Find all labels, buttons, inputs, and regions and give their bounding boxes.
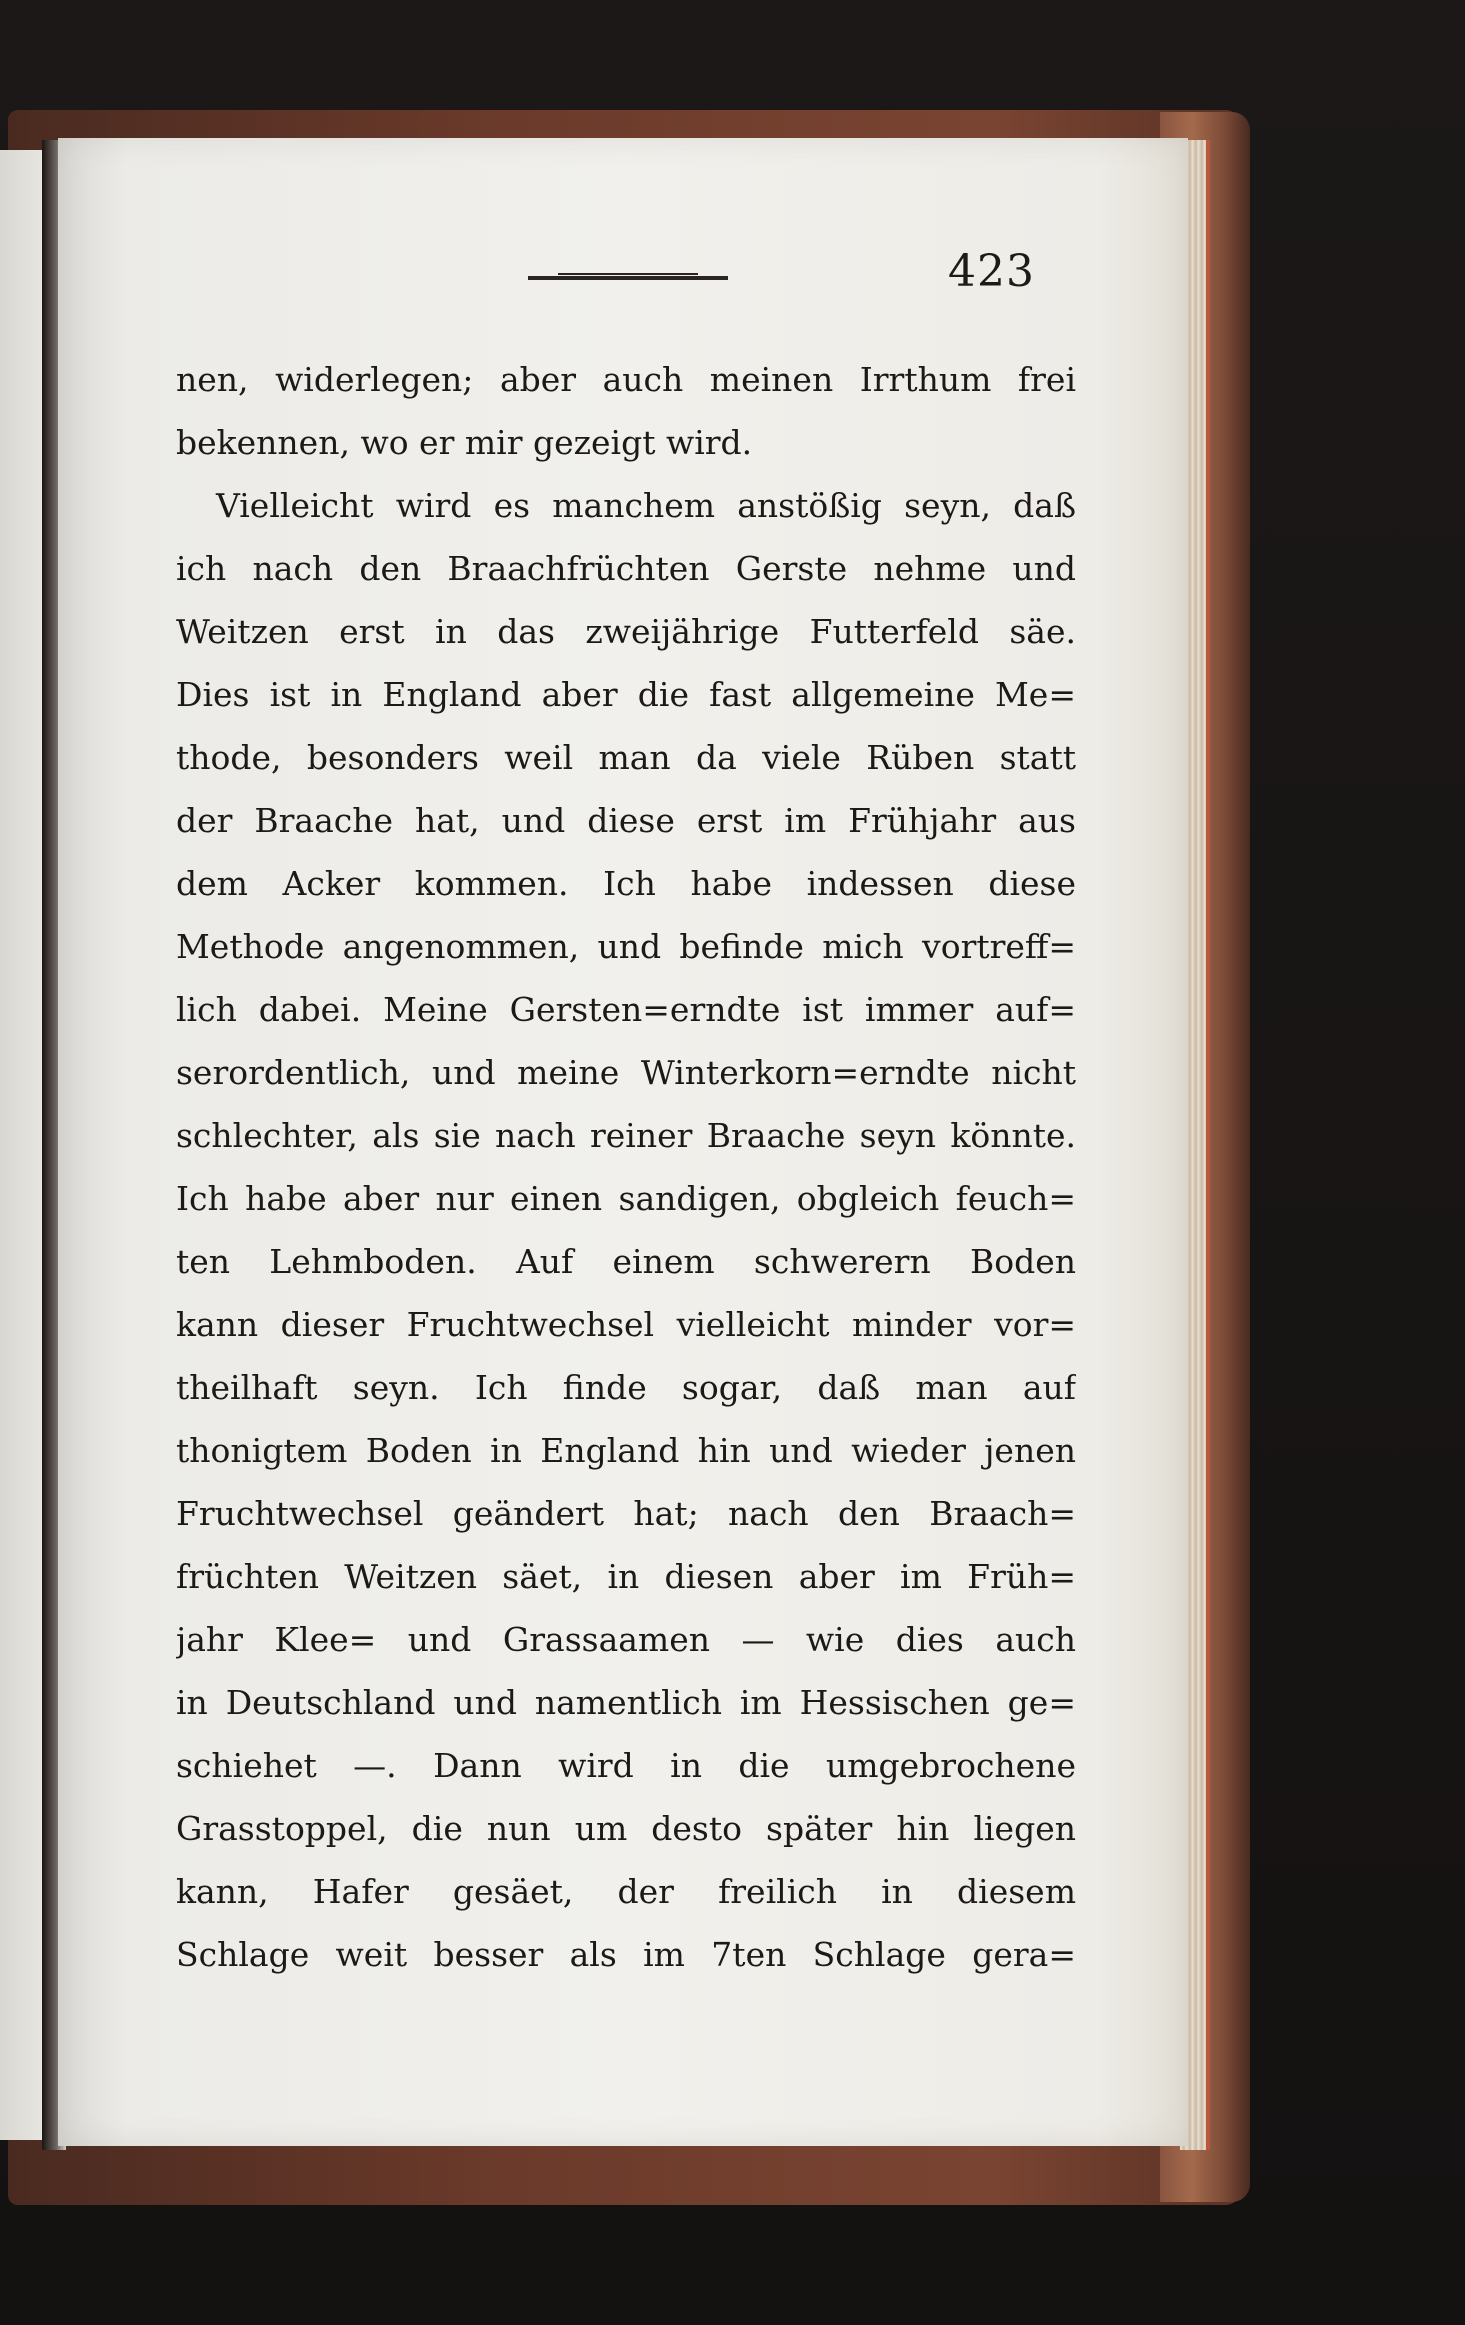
text-line: kann, Hafer gesäet, der freilich in diesem — [176, 1872, 1076, 1911]
text-line: kann dieser Fruchtwechsel vielleicht minder vor= — [176, 1305, 1076, 1344]
text-line: der Braache hat, und diese erst im Frühjahr aus — [176, 801, 1076, 840]
text-line: jahr Klee= und Grassaamen — wie dies auch — [176, 1620, 1076, 1659]
facing-page — [0, 150, 45, 2140]
text-line: Vielleicht wird es manchem anstößig seyn, daß — [216, 486, 1076, 525]
text-line: Methode angenommen, und befinde mich vortreff= — [176, 927, 1076, 966]
book-page — [58, 138, 1188, 2146]
text-line: schiehet —. Dann wird in die umgebrochene — [176, 1746, 1076, 1785]
text-line: thode, besonders weil man da viele Rüben statt — [176, 738, 1076, 777]
text-line: thonigtem Boden in England hin und wieder jenen — [176, 1431, 1076, 1470]
text-line: Grasstoppel, die nun um desto später hin liegen — [176, 1809, 1076, 1848]
text-line: dem Acker kommen. Ich habe indessen diese — [176, 864, 1076, 903]
text-line: theilhaft seyn. Ich finde sogar, daß man auf — [176, 1368, 1076, 1407]
text-line: Weitzen erst in das zweijährige Futterfeld säe. — [176, 612, 1076, 651]
text-line: Fruchtwechsel geändert hat; nach den Braach= — [176, 1494, 1076, 1533]
text-line: in Deutschland und namentlich im Hessischen ge= — [176, 1683, 1076, 1722]
text-line: lich dabei. Meine Gersten=erndte ist immer auf= — [176, 990, 1076, 1029]
text-line: Dies ist in England aber die fast allgemeine Me= — [176, 675, 1076, 714]
text-line: ich nach den Braachfrüchten Gerste nehme und — [176, 549, 1076, 588]
page-number: 423 — [948, 246, 1035, 297]
body-text — [176, 348, 1076, 1986]
text-line: früchten Weitzen säet, in diesen aber im Früh= — [176, 1557, 1076, 1596]
header-rule — [528, 276, 728, 280]
text-line: ten Lehmboden. Auf einem schwerern Boden — [176, 1242, 1076, 1281]
text-line: Schlage weit besser als im 7ten Schlage gera= — [176, 1935, 1076, 1974]
text-line: nen, widerlegen; aber auch meinen Irrthum frei — [176, 360, 1076, 399]
text-line: Ich habe aber nur einen sandigen, obgleich feuch= — [176, 1179, 1076, 1218]
text-line: schlechter, als sie nach reiner Braache seyn könnte. — [176, 1116, 1076, 1155]
text-line: serordentlich, und meine Winterkorn=erndte nicht — [176, 1053, 1076, 1092]
text-line: bekennen, wo er mir gezeigt wird. — [176, 423, 753, 462]
